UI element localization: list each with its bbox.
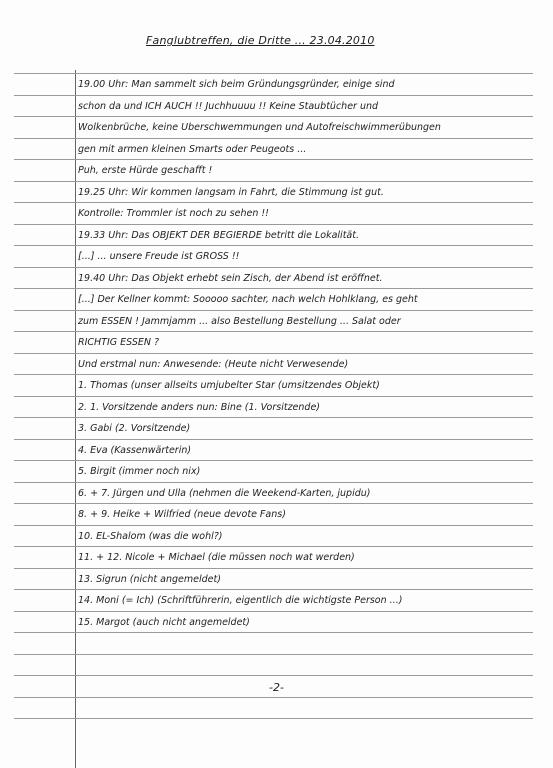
text-line: 10. EL-Shalom (was die wohl?) — [78, 530, 223, 542]
ruled-line — [14, 353, 533, 354]
margin-line — [75, 70, 76, 768]
ruled-line — [14, 697, 533, 698]
text-line: 1. Thomas (unser allseits umjubelter Star (umsitzendes Objekt) — [78, 380, 380, 391]
text-line: Puh, erste Hürde geschafft ! — [78, 165, 213, 176]
ruled-line — [14, 374, 533, 375]
ruled-line — [14, 181, 533, 182]
ruled-line — [14, 95, 533, 96]
ruled-line — [14, 439, 533, 440]
ruled-line — [14, 73, 533, 74]
ruled-line — [14, 245, 533, 246]
ruled-line — [14, 675, 533, 676]
text-line: RICHTIG ESSEN ? — [78, 337, 160, 348]
ruled-line — [14, 525, 533, 526]
ruled-line — [14, 288, 533, 289]
ruled-line — [14, 568, 533, 569]
ruled-line — [14, 331, 533, 332]
ruled-line — [14, 202, 533, 203]
text-line: 4. Eva (Kassenwärterin) — [78, 444, 192, 456]
text-line: Und erstmal nun: Anwesende: (Heute nicht Verwesende) — [78, 358, 349, 370]
ruled-line — [14, 224, 533, 225]
ruled-line — [14, 460, 533, 461]
ruled-line — [14, 482, 533, 483]
text-line: [...] Der Kellner kommt: Sooooo sachter, nach welch Hohlklang, es geht — [78, 294, 418, 305]
ruled-line — [14, 396, 533, 397]
ruled-line — [14, 310, 533, 311]
ruled-line — [14, 654, 533, 655]
text-line: Wolkenbrüche, keine Überschwemmungen und Autofreischwimmerübungen — [78, 122, 441, 133]
text-line: 6. + 7. Jürgen und Ulla (nehmen die Weekend-Karten, jupidu) — [78, 487, 371, 499]
ruled-line — [14, 589, 533, 590]
ruled-line — [14, 116, 533, 117]
ruled-line — [14, 267, 533, 268]
text-line: schon da und ICH AUCH !! Juchhuuuu !! Keine Staubtücher und — [78, 100, 379, 112]
text-line: 13. Sigrun (nicht angemeldet) — [78, 573, 221, 585]
text-line: Kontrolle: Trommler ist noch zu sehen !! — [78, 208, 269, 219]
text-line: [...] ... unsere Freude ist GROSS !! — [78, 251, 240, 262]
text-line: 11. + 12. Nicole + Michael (die müssen noch wat werden) — [78, 552, 355, 563]
text-line: 2. 1. Vorsitzende anders nun: Bine (1. Vorsitzende) — [78, 401, 321, 413]
text-line: gen mit armen kleinen Smarts oder Peugeots ... — [78, 143, 307, 155]
text-line: 8. + 9. Heike + Wilfried (neue devote Fans) — [78, 509, 286, 520]
page-number: -2- — [269, 681, 284, 694]
text-line: 14. Moni (= Ich) (Schriftführerin, eigentlich die wichtigste Person ...) — [78, 595, 403, 606]
text-line: 5. Birgit (immer noch nix) — [78, 466, 201, 477]
text-line: 19.33 Uhr: Das OBJEKT DER BEGIERDE betritt die Lokalität. — [78, 229, 359, 241]
ruled-line — [14, 611, 533, 612]
ruled-line — [14, 503, 533, 504]
ruled-line — [14, 138, 533, 139]
ruled-line — [14, 718, 533, 719]
text-line: 3. Gabi (2. Vorsitzende) — [78, 423, 191, 434]
ruled-line — [14, 417, 533, 418]
page-title: Fanglubtreffen, die Dritte ... 23.04.2010 — [146, 34, 375, 47]
text-line: 19.25 Uhr: Wir kommen langsam in Fahrt, die Stimmung ist gut. — [78, 186, 384, 198]
text-line: zum ESSEN ! Jammjamm ... also Bestellung Bestellung ... Salat oder — [78, 315, 401, 327]
text-line: 19.40 Uhr: Das Objekt erhebt sein Zisch, der Abend ist eröffnet. — [78, 272, 383, 284]
ruled-line — [14, 546, 533, 547]
text-line: 19.00 Uhr: Man sammelt sich beim Gründungsgründer, einige sind — [78, 79, 395, 90]
ruled-line — [14, 632, 533, 633]
ruled-line — [14, 159, 533, 160]
text-line: 15. Margot (auch nicht angemeldet) — [78, 616, 250, 628]
